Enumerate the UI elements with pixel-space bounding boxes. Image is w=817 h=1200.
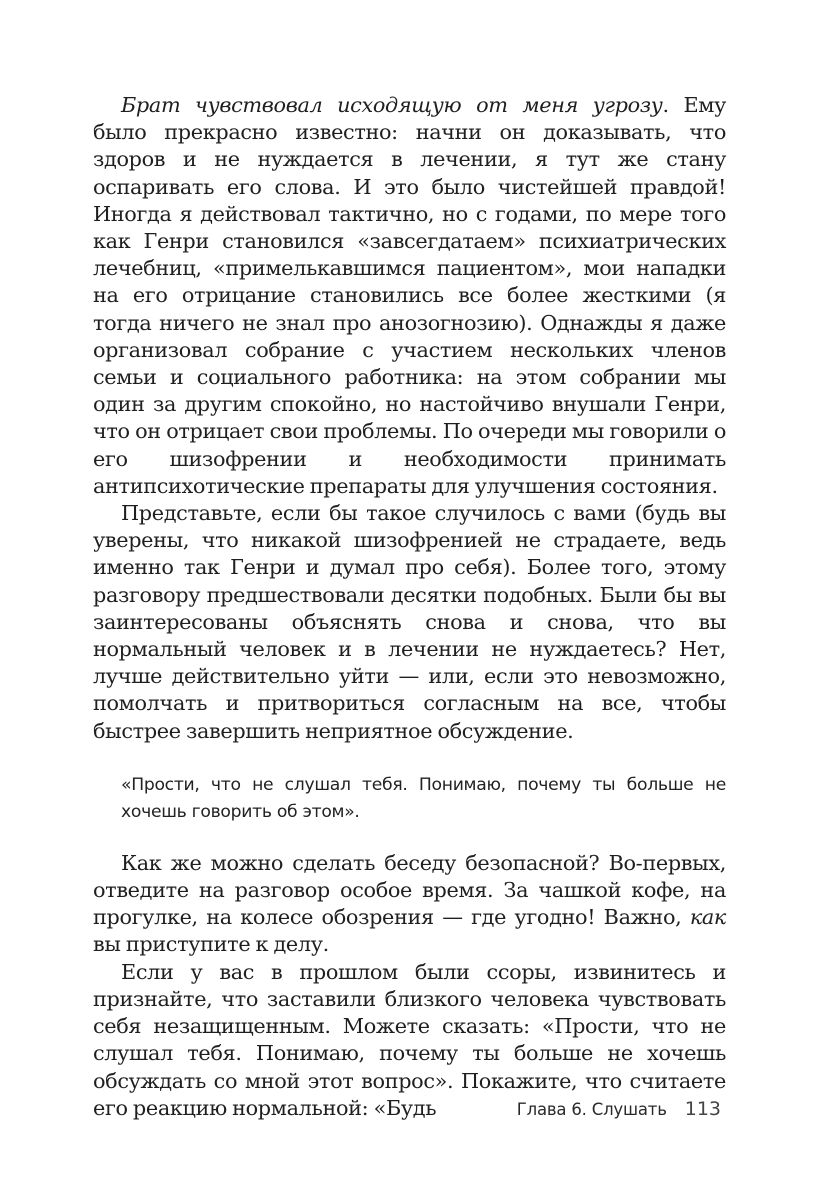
paragraph-3-italic: как xyxy=(689,905,726,930)
chapter-title: Глава 6. Слушать xyxy=(516,1100,667,1119)
paragraph-3-start: Как же можно сделать беседу безопасной? Во-первых, отведите на разговор особое время. За чашкой кофе, на прогулке, на колесе обозрения — где угодно! Важно, xyxy=(93,850,726,930)
paragraph-1-italic: Брат чувствовал исходящую от меня угрозу xyxy=(121,93,663,117)
paragraph-2: Представьте, если бы такое случилось с вами (будь вы уверены, что никакой шизофренией не страдаете, ведь именно так Генри и думал про себя). Более того, этому разговору предшествовали десятки подобных. Были бы вы заинтересованы объяснять снова и снова, что вы нормальный человек и в лечении не нуждаетесь? Нет, лучше действительно уйти — или, если это невозможно, помолчать и притвориться согласным на все, чтобы быстрее завершить неприятное обсуждение. xyxy=(93,501,726,743)
paragraph-3 xyxy=(93,850,726,959)
book-page xyxy=(93,92,726,1122)
page-number: 113 xyxy=(684,1098,721,1120)
paragraph-1 xyxy=(93,92,726,500)
pull-quote: «Прости, что не слушал тебя. Понимаю, почему ты больше не хочешь говорить об этом». xyxy=(121,774,726,823)
paragraph-3-end: вы приступите к делу. xyxy=(93,932,329,957)
paragraph-1-text: . Ему было прекрасно известно: начни он доказывать, что здоров и не нуждается в лечении, я тут же стану оспаривать его слова. И это было чистейшей правдой! Иногда я действовал тактично, но с годами, по мере того как Генри становился «завсегдатаем» психиатрических лечебниц, «примелькавшимся пациентом», мои нападки на его отрицание становились все более жесткими (я тогда ничего не знал про анозогнозию). Однажды я даже организовал собрание с участием нескольких членов семьи и социального работника: на этом собрании мы один за другим спокойно, но настойчиво внушали Генри, что он отрицает свои проблемы. По очереди мы говорили о его шизофрении и необходимости принимать антипсихотические препараты для улучшения состояния. xyxy=(93,93,726,498)
page-footer xyxy=(517,1098,721,1120)
paragraph-4: Если у вас в прошлом были ссоры, извинитесь и признайте, что заставили близкого человека чувствовать себя незащищенным. Можете сказать: «Прости, что не слушал тебя. Понимаю, почему ты больше не хочешь обсуждать со мной этот вопрос». Покажите, что считаете его реакцию нормальной: «Будь xyxy=(93,959,726,1120)
